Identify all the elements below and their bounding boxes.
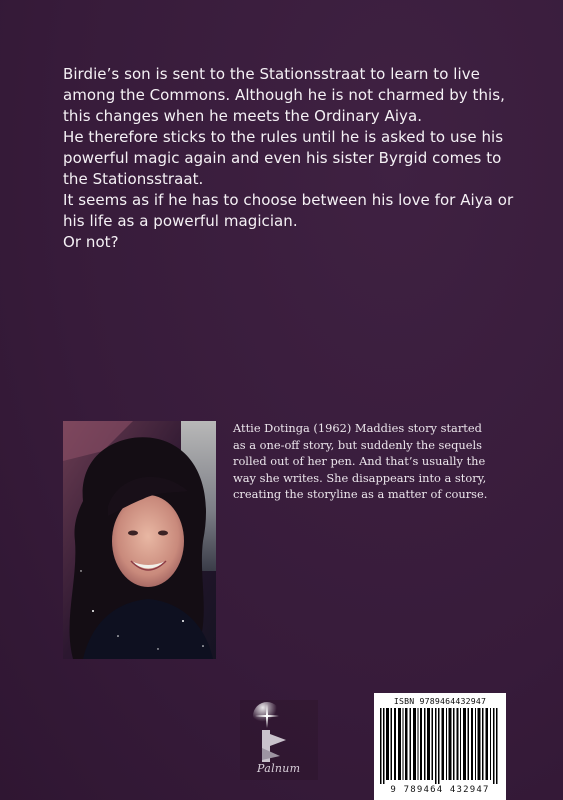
blurb-line: He therefore sticks to the rules until he is asked to use his (63, 128, 504, 146)
author-bio-line: as a one-off story, but suddenly the sequels (233, 437, 482, 452)
blurb-line: powerful magic again and even his sister Byrgid comes to (63, 149, 502, 167)
back-cover-blurb (63, 64, 533, 253)
blurb-line: It seems as if he has to choose between his love for Aiya or (63, 191, 514, 209)
author-bio-line: rolled out of her pen. And that’s usually the (233, 454, 486, 468)
author-bio (233, 420, 533, 503)
author-bio-line: creating the storyline as a matter of course. (233, 487, 488, 501)
blurb-line: this changes when he meets the Ordinary Aiya. (63, 107, 423, 125)
publisher-logo-text: Palnum (257, 762, 301, 775)
blurb-line: the Stationsstraat. (63, 170, 204, 188)
author-photo (63, 421, 216, 659)
author-bio-line: Attie Dotinga (1962) Maddies story started (233, 421, 482, 435)
author-bio-line: way she writes. She disappears into a story, (233, 470, 487, 485)
isbn-label: ISBN 9789464432947 (393, 696, 487, 706)
barcode-digits: 9 789464 432947 (390, 785, 490, 795)
barcode (374, 693, 506, 800)
author-portrait-image (63, 421, 216, 659)
blurb-line: his life as a powerful magician. (63, 212, 298, 230)
barcode-icon (380, 708, 500, 784)
blurb-line: among the Commons. Although he is not charmed by this, (63, 86, 505, 104)
blurb-line: Birdie’s son is sent to the Stationsstraat to learn to live (63, 65, 480, 83)
blurb-line: Or not? (63, 233, 119, 251)
